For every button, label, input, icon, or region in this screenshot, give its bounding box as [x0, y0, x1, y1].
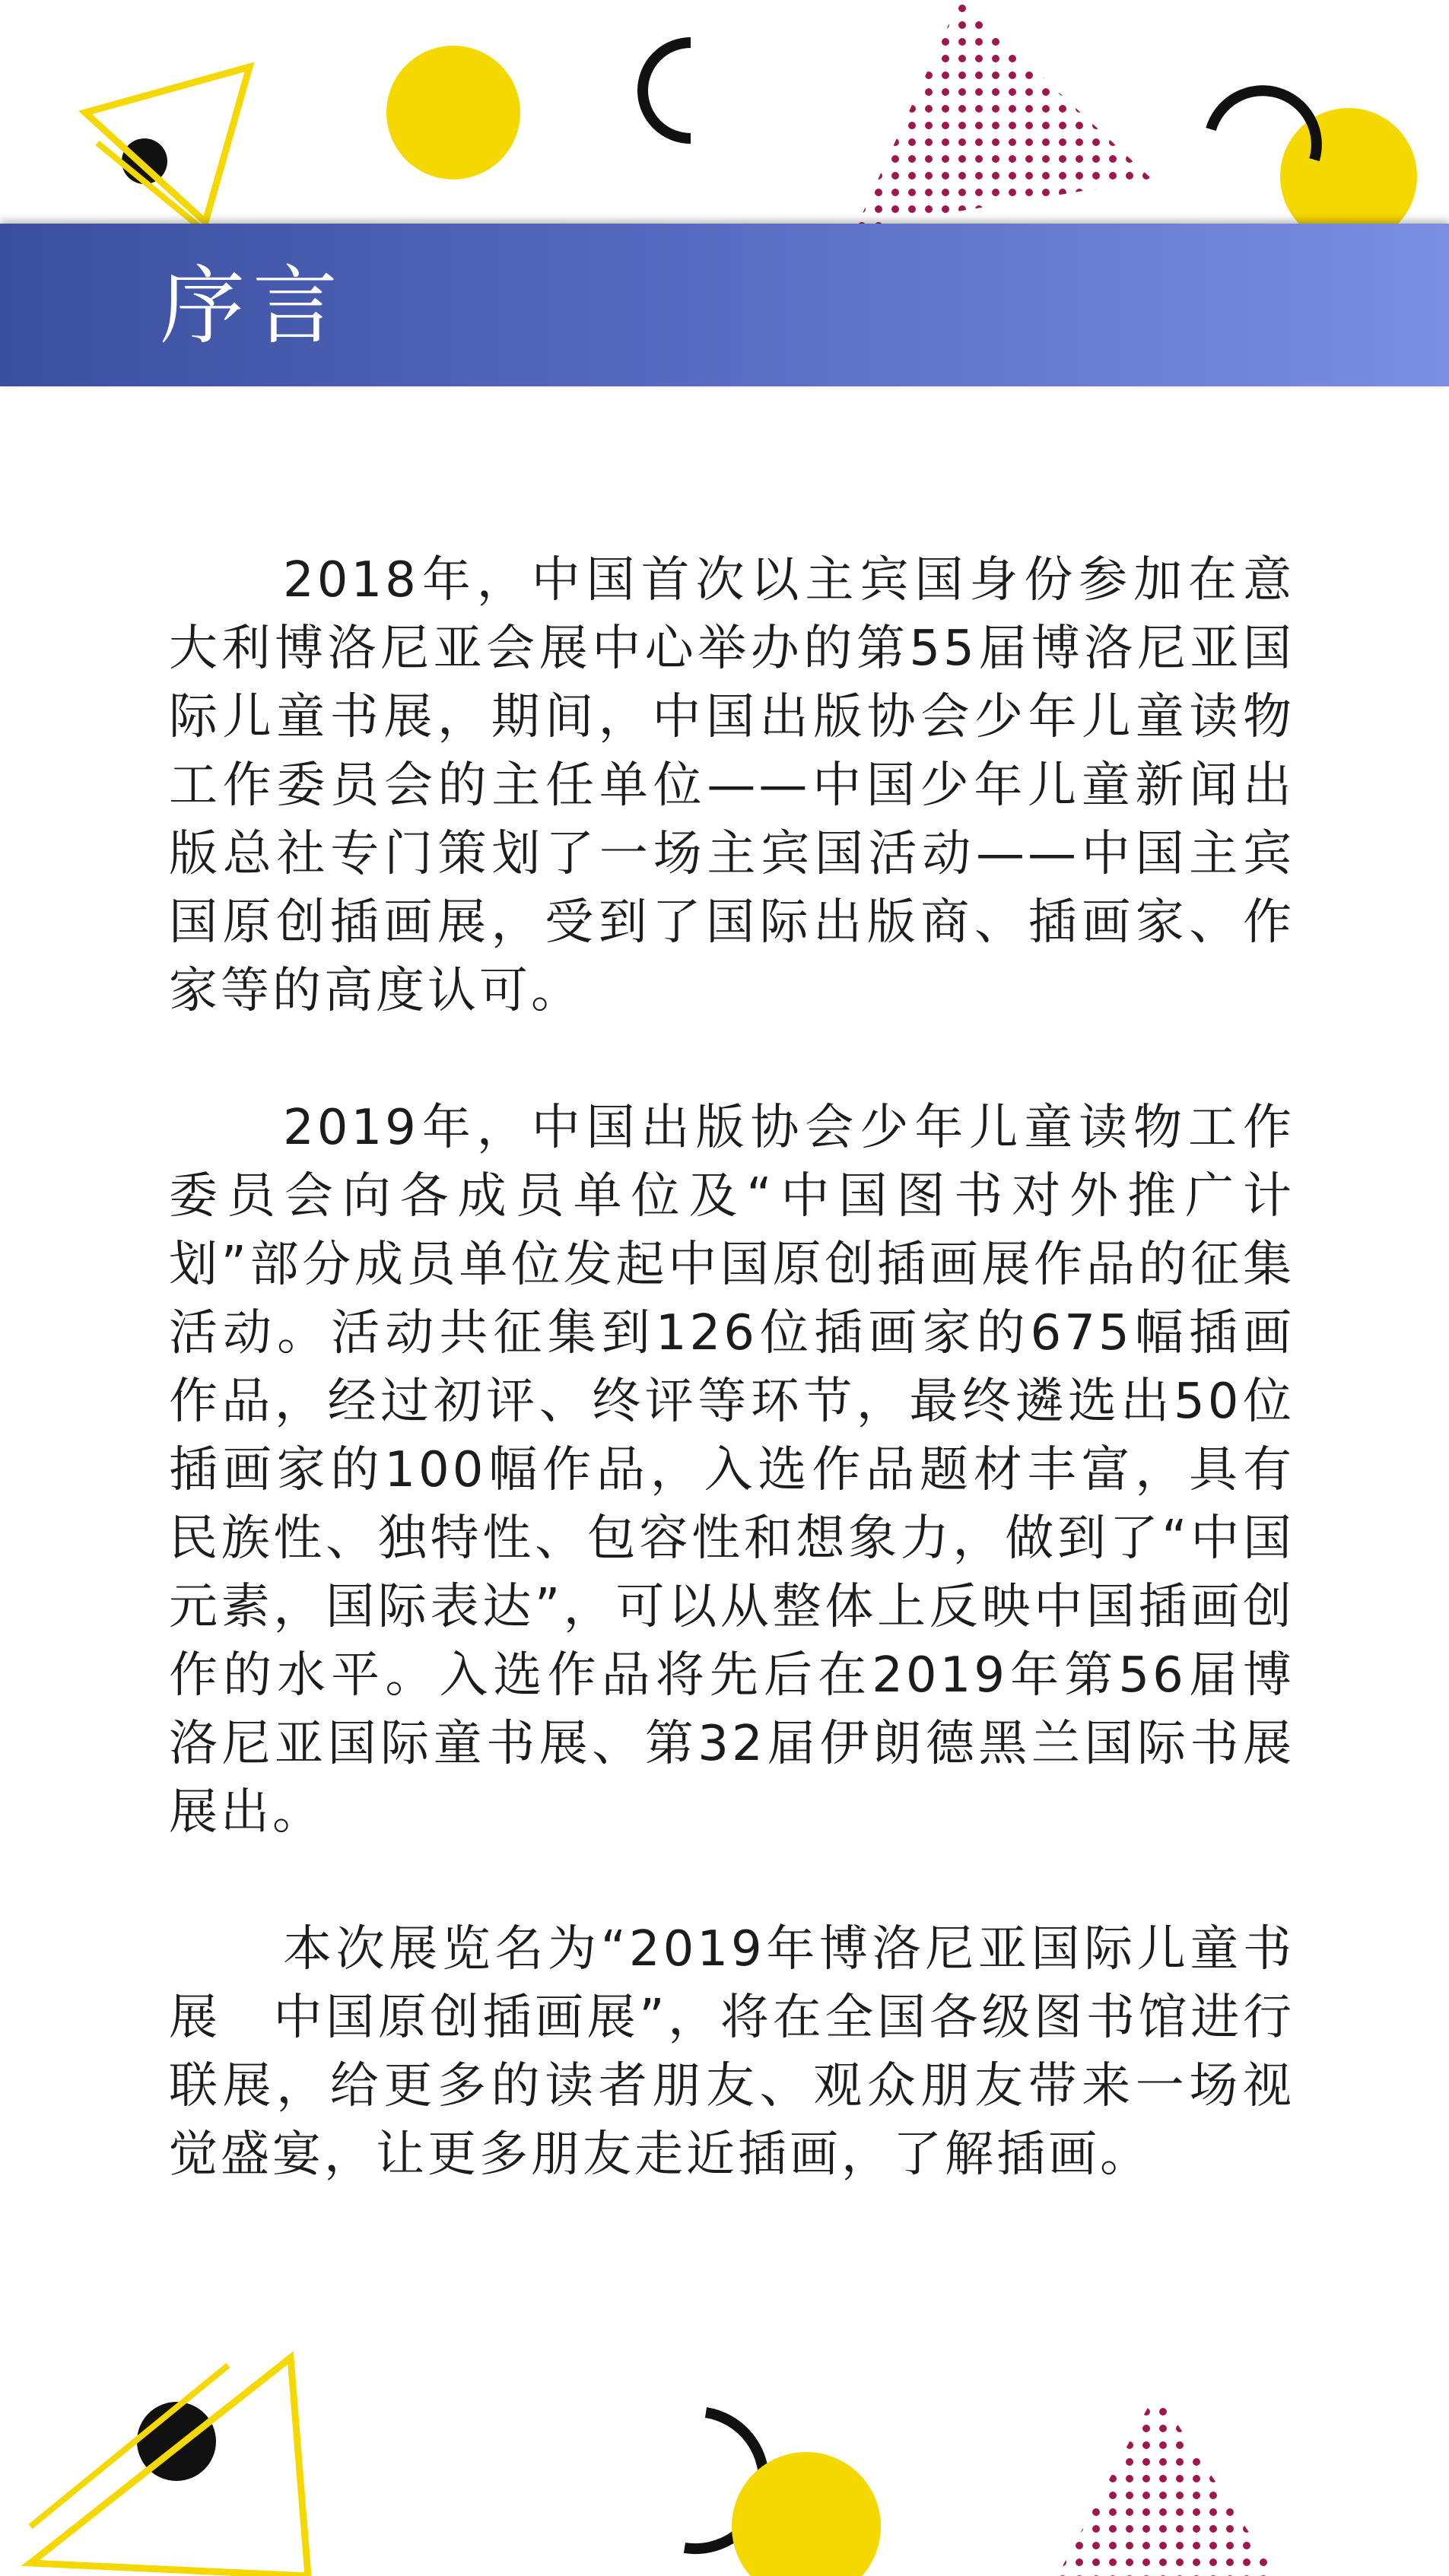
dotted-triangle-icon	[856, 0, 1152, 228]
title-band	[0, 224, 1449, 386]
dotted-triangle-bottom-icon	[1057, 2392, 1278, 2576]
preface-paragraph-2: 2019年，中国出版协会少年儿童读物工作委员会向各成员单位及“中国图书对外推广计划”部分成员单位发起中国原创插画展作品的征集活动。活动共征集到126位插画家的675幅插画作品，经过初评、终评等环节，最终遴选出50位插画家的100幅作品，入选作品题材丰富，具有民族性、独特性、包容性和想象力，做到了“中国元素，国际表达”，可以从整体上反映中国插画创作的水平。入选作品将先后在2019年第56届博洛尼亚国际童书展、第32届伊朗德黑兰国际书展展出。	[169, 1100, 1295, 1841]
page-title: 序言	[160, 257, 345, 356]
yellow-circle-icon	[386, 46, 520, 179]
yellow-circle-bottom-icon	[732, 2452, 881, 2576]
preface-paragraph-3: 本次展览名为“2019年博洛尼亚国际儿童书展 中国原创插画展”，将在全国各级图书馆进行联展，给更多的读者朋友、观众朋友带来一场视觉盛宴，让更多朋友走近插画，了解插画。	[169, 1921, 1295, 2183]
yellow-circle-right-icon	[1280, 108, 1417, 228]
triangle-outline-bottom-icon	[30, 2358, 308, 2576]
preface-paragraph-1: 2018年，中国首次以主宾国身份参加在意大利博洛尼亚会展中心举办的第55届博洛尼亚国际儿童书展，期间，中国出版协会少年儿童读物工作委员会的主任单位——中国少年儿童新闻出版总社专门策划了一场主宾国活动——中国主宾国原创插画展，受到了国际出版商、插画家、作家等的高度认可。	[169, 552, 1295, 1019]
top-decoration	[0, 0, 1449, 228]
triangle-outline-icon	[85, 67, 249, 227]
black-arc-icon	[643, 43, 691, 138]
preface-body	[169, 546, 1295, 2189]
bottom-decoration	[0, 2320, 1449, 2576]
